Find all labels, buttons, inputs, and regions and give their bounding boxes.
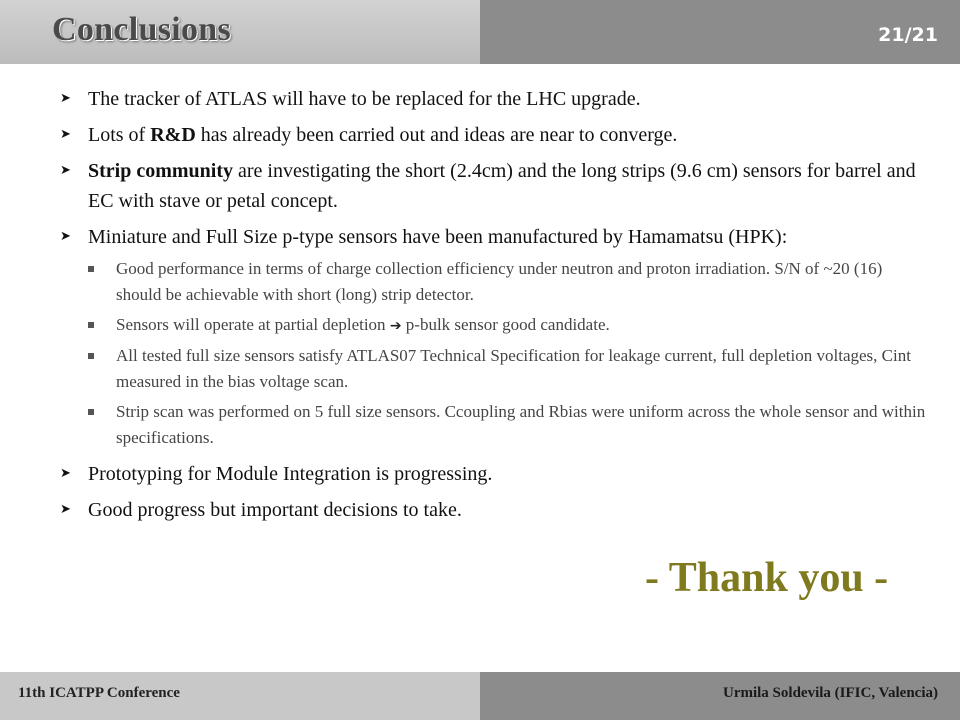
thank-you-text: - Thank you - (645, 555, 889, 601)
bullet-3 (60, 156, 930, 216)
bullet-4 (60, 222, 930, 252)
sub-bullet-1 (88, 256, 930, 308)
arrow-bullet-icon: ➤ (60, 163, 71, 178)
square-bullet-icon (88, 353, 94, 359)
bullet-text: Good progress but important decisions to take. (88, 499, 462, 521)
slide-title: Conclusions (52, 11, 232, 48)
sub-bullet-text: All tested full size sensors satisfy ATLAS07 Technical Specification for leakage current, full depletion voltages, Cint measured in the bias voltage scan. (116, 346, 911, 391)
sub-bullet-4 (88, 399, 930, 451)
bullet-text: are investigating the short (2.4cm) and the long strips (9.6 cm) sensors for barrel and EC with stave or petal concept. (88, 160, 916, 212)
footer-conference: 11th ICATPP Conference (18, 685, 180, 701)
sub-bullet-text: Good performance in terms of charge collection efficiency under neutron and proton irradiation. S/N of ~20 (16) should be achievable with short (long) strip detector. (116, 259, 883, 304)
bullet-6 (60, 495, 930, 525)
bullet-text: Prototyping for Module Integration is progressing. (88, 463, 493, 485)
square-bullet-icon (88, 409, 94, 415)
bullet-text: has already been carried out and ideas are near to converge. (195, 124, 678, 146)
bullet-text: Lots of (88, 124, 151, 146)
page-number: 21/21 (878, 24, 938, 46)
arrow-bullet-icon: ➤ (60, 502, 71, 517)
square-bullet-icon (88, 266, 94, 272)
sub-bullet-3 (88, 343, 930, 395)
bullet-emphasis: R&D (150, 124, 196, 146)
sub-bullet-2 (88, 312, 930, 339)
square-bullet-icon (88, 322, 94, 328)
bullet-emphasis: Strip community (88, 160, 233, 182)
arrow-bullet-icon: ➤ (60, 91, 71, 106)
right-arrow-icon: ➔ (389, 318, 402, 334)
sub-bullet-text: Strip scan was performed on 5 full size sensors. Ccoupling and Rbias were uniform across the whole sensor and within specifications. (116, 402, 926, 447)
arrow-bullet-icon: ➤ (60, 229, 71, 244)
bullet-text: The tracker of ATLAS will have to be replaced for the LHC upgrade. (88, 88, 641, 110)
bullet-2 (60, 120, 930, 150)
sub-bullet-text: Sensors will operate at partial depletion (116, 315, 390, 334)
bullet-list (60, 84, 930, 531)
bullet-5 (60, 459, 930, 489)
bullet-1 (60, 84, 930, 114)
footer-author: Urmila Soldevila (IFIC, Valencia) (722, 685, 938, 701)
arrow-bullet-icon: ➤ (60, 127, 71, 142)
sub-bullet-text: p-bulk sensor good candidate. (401, 315, 610, 334)
arrow-bullet-icon: ➤ (60, 466, 71, 481)
bullet-text: Miniature and Full Size p-type sensors have been manufactured by Hamamatsu (HPK): (88, 226, 788, 248)
